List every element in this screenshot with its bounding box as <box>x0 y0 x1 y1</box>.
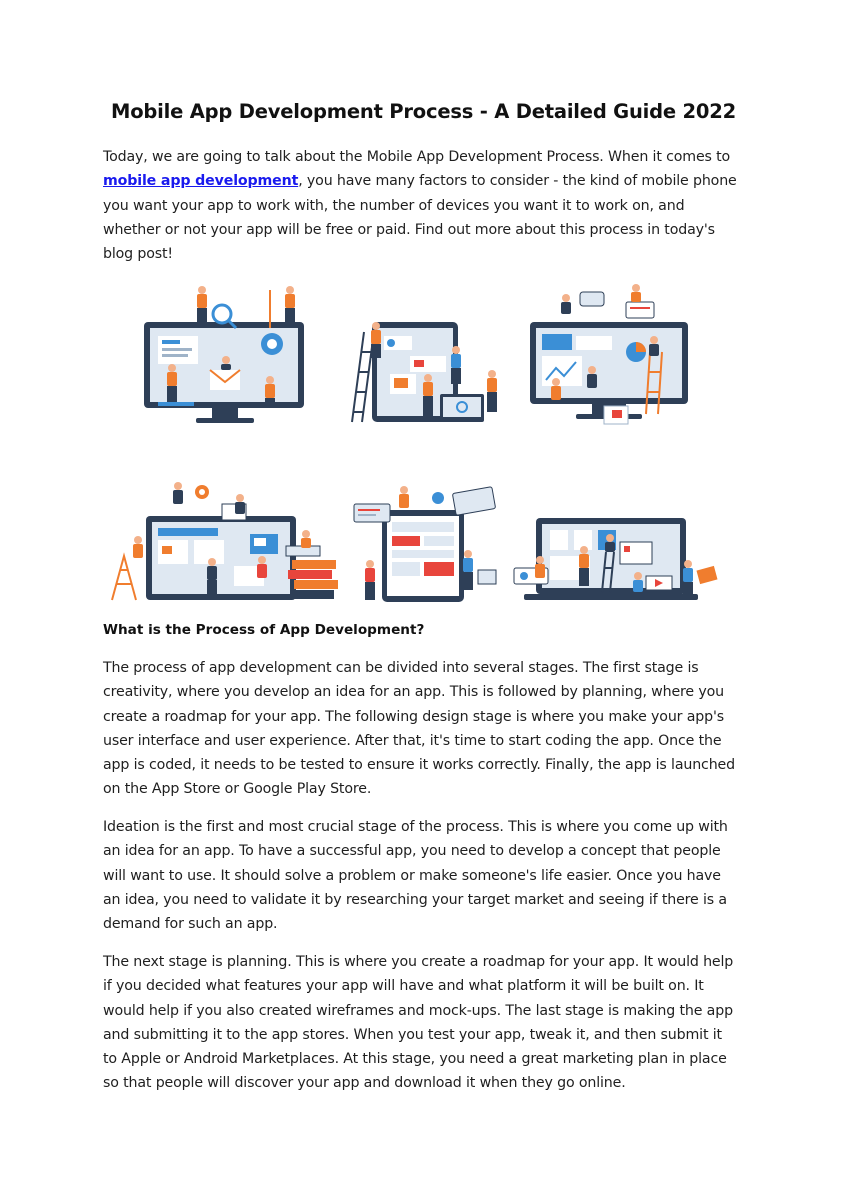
team-with-ladder-and-tablet-illustration <box>346 312 518 428</box>
body-paragraph: The next stage is planning. This is where you create a roadmap for your app. It would help if you decided what features your app will have and what platform it will be built on. It would help if you also created wireframes and mock-ups. The last stage is making the app and submitting it to the app stores. When you test your app, tweak it, and then submit it to Apple or Android Marketplaces. At this stage, you need a great marketing plan in place so that people will discover your app and download it when they go online. <box>103 954 734 1092</box>
body-paragraph: The process of app development can be divided into several stages. The first stage is creativity, where you develop an idea for an app. This is followed by planning, where you create a roadmap for your app. The following design stage is where you make your app's user interface and user experience. After that, it's time to start coding the app. Once the app is coded, it needs to be tested to ensure it works correctly. Finally, the app is launched on the App Store or Google Play Store. <box>103 660 735 798</box>
section-heading: What is the Process of App Development? <box>103 622 425 638</box>
intro-text-before-link: Today, we are going to talk about the Mobile App Development Process. When it comes to <box>103 149 731 165</box>
designers-with-laptop-and-books-illustration <box>102 476 340 604</box>
developers-at-desktop-monitor-illustration <box>138 280 314 428</box>
body-paragraph: Ideation is the first and most crucial stage of the process. This is where you come up with an idea for an app. To have a successful app, you need to develop a concept that people will want to use. It should solve a problem or make someone's life easier. Once you have an idea, you need to validate it by researching your target market and seeing if there is a demand for such an app. <box>103 819 728 933</box>
team-building-website-on-monitor-illustration <box>526 282 692 428</box>
team-with-laptop-ui-cards-illustration <box>510 512 722 604</box>
mobile-app-development-link[interactable]: mobile app development <box>103 173 299 190</box>
page-title: Mobile App Development Process - A Detailed Guide 2022 <box>111 100 736 123</box>
intro-paragraph <box>103 145 739 266</box>
team-around-tablet-wireframe-illustration <box>350 484 500 604</box>
intro-text-after-link: , you have many factors to consider - the kind of mobile phone you want your app to work with, the number of devices you want it to work on, and whether or not your app will be free or paid. Find out more about this process in today's blog post! <box>103 173 737 263</box>
